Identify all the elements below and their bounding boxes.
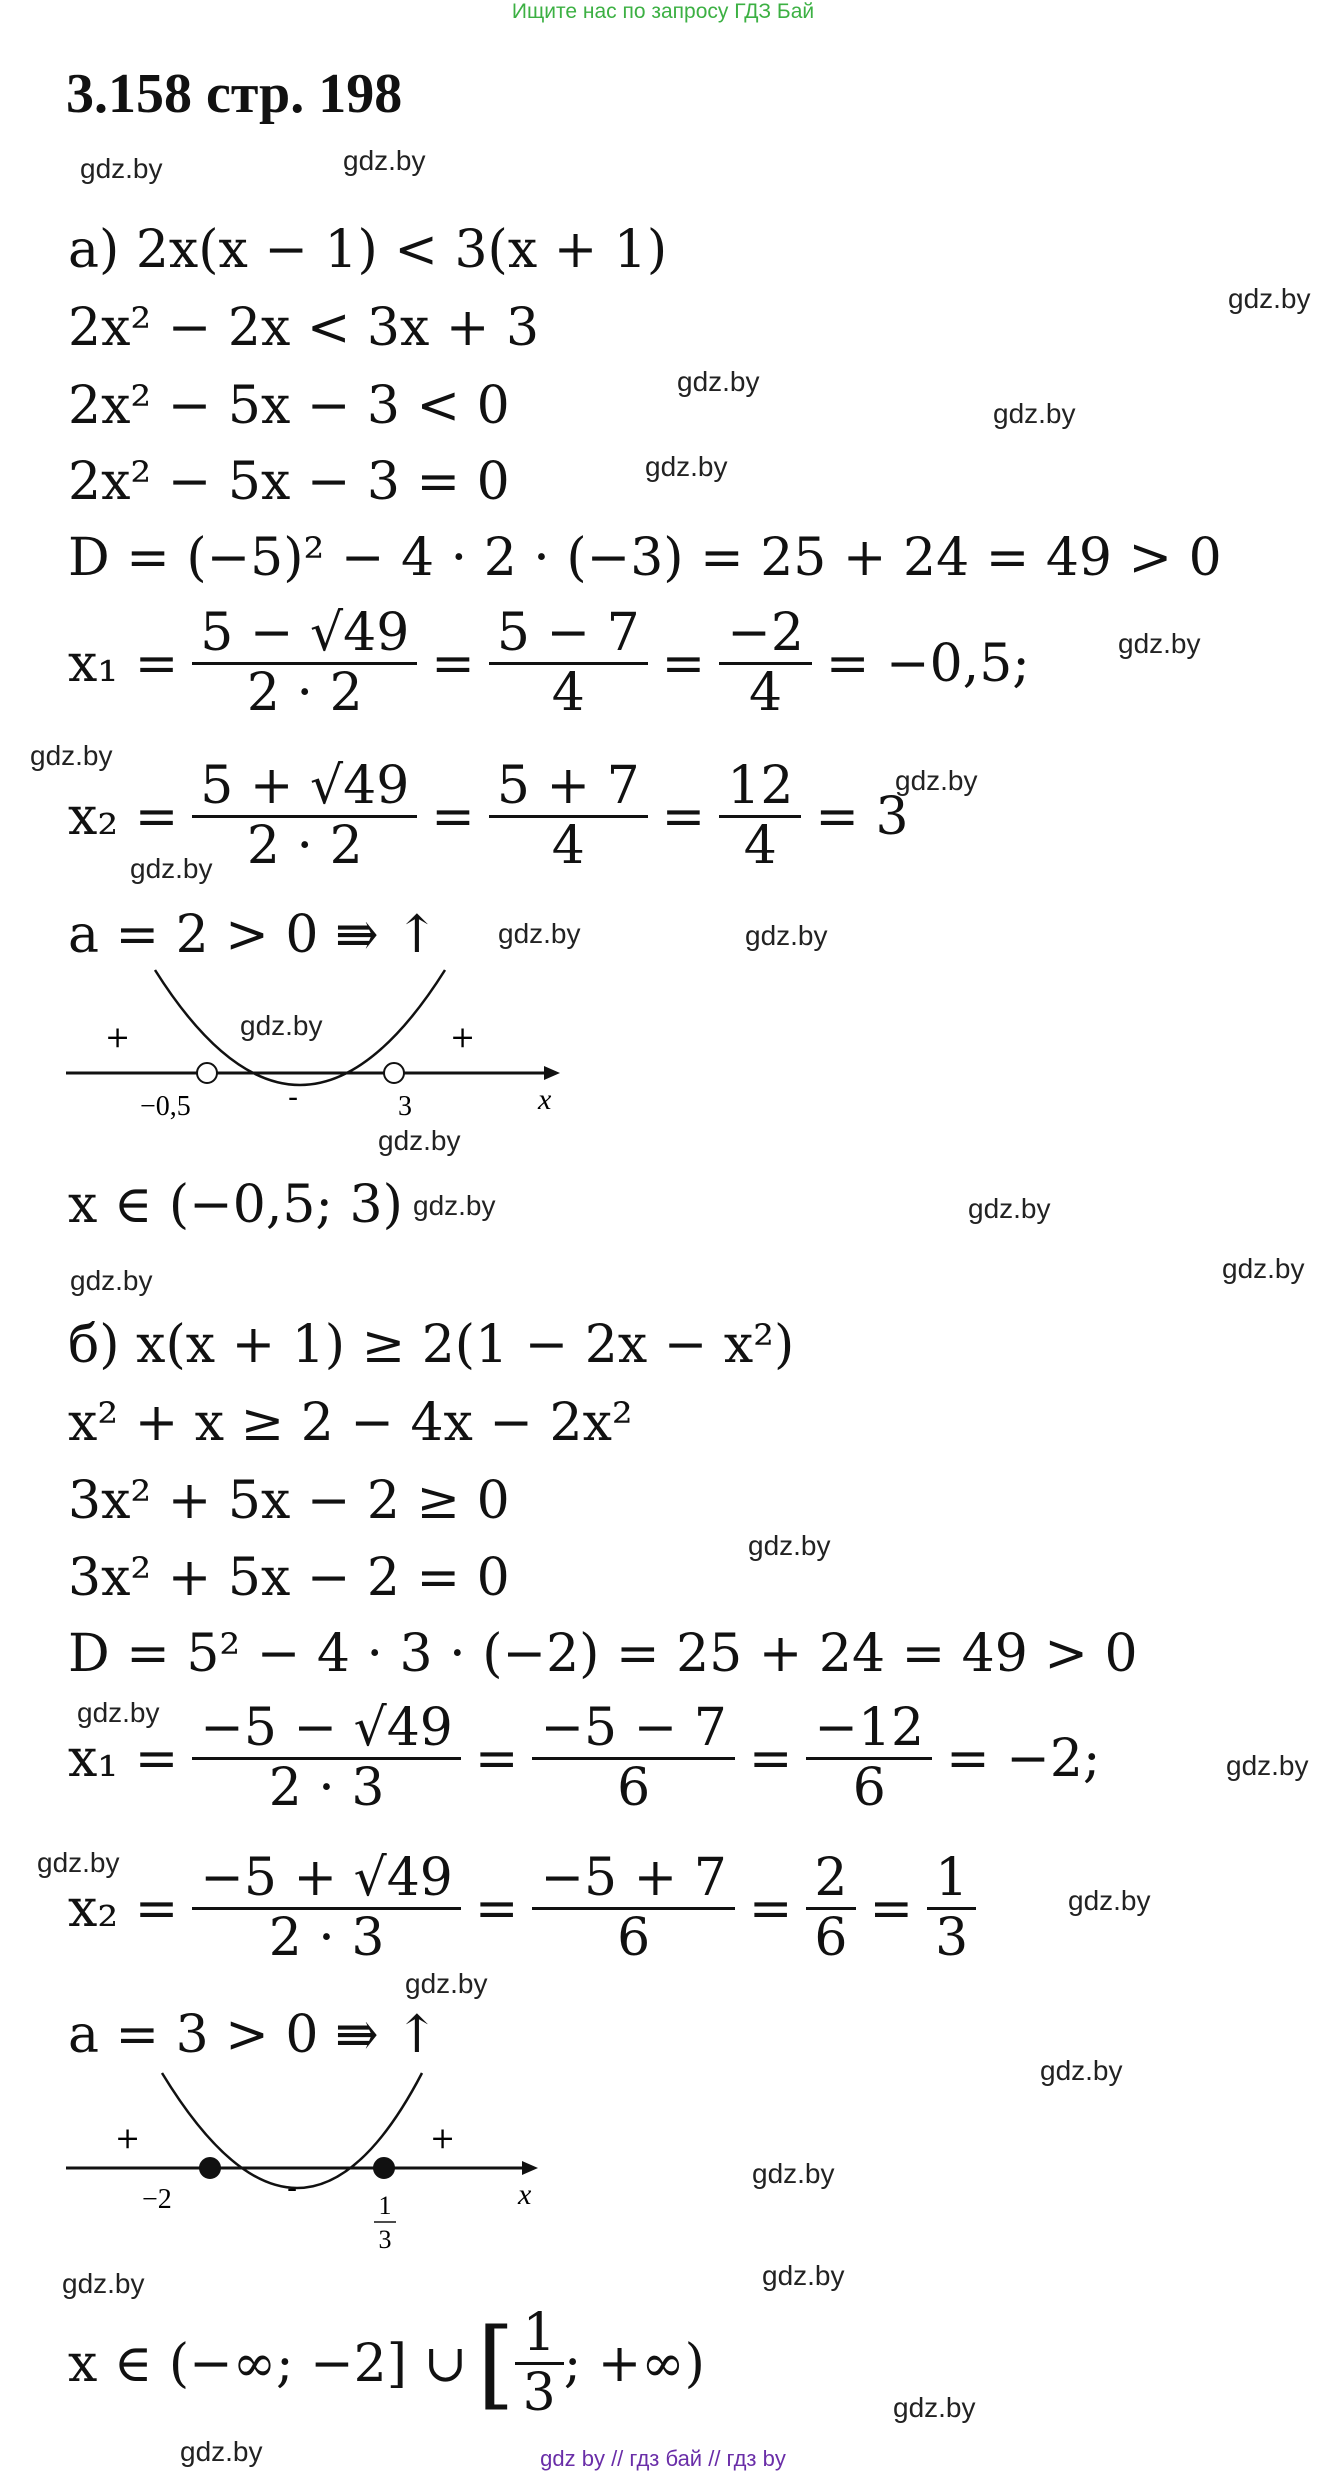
root-label-right-den: 3 xyxy=(378,2225,392,2254)
watermark: gdz.by xyxy=(240,1010,323,1041)
numerator: 12 xyxy=(719,758,801,818)
watermark: gdz.by xyxy=(1118,628,1201,659)
part-b-line-4: 3x² + 5x − 2 = 0 xyxy=(68,1548,510,1608)
numerator: 2 xyxy=(806,1850,855,1910)
denominator: 3 xyxy=(935,1908,969,1969)
numerator: −2 xyxy=(719,605,812,665)
watermark: gdz.by xyxy=(37,1847,120,1878)
denominator: 4 xyxy=(551,816,585,877)
watermark: gdz.by xyxy=(378,1125,461,1156)
denominator: 6 xyxy=(617,1908,651,1969)
denominator: 4 xyxy=(743,816,777,877)
plus-right: + xyxy=(430,2121,456,2156)
watermark: gdz.by xyxy=(762,2260,845,2291)
root-label-left: −0,5 xyxy=(140,1091,191,1122)
footer-links[interactable]: gdz by // гдз бай // гдз by xyxy=(540,2446,786,2471)
fraction xyxy=(532,1850,734,1967)
numerator: −5 − √49 xyxy=(192,1700,461,1760)
denominator: 2 · 2 xyxy=(246,663,363,724)
watermark: gdz.by xyxy=(180,2436,263,2467)
root-label: x₁ = xyxy=(68,1728,179,1789)
denominator: 2 · 3 xyxy=(268,1758,385,1819)
numerator: −5 + 7 xyxy=(532,1850,734,1910)
part-a-answer: x ∈ (−0,5; 3) xyxy=(68,1175,403,1235)
part-a-discriminant: D = (−5)² − 4 · 2 · (−3) = 25 + 24 = 49 > 0 xyxy=(68,528,1222,588)
part-b-leading-coef: a = 3 > 0 ⇛ ↑ xyxy=(68,2005,439,2065)
root-label-left: −2 xyxy=(142,2184,172,2215)
root-label: x₂ = xyxy=(68,786,179,847)
denominator: 4 xyxy=(551,663,585,724)
watermark: gdz.by xyxy=(70,1265,153,1296)
watermark: gdz.by xyxy=(677,366,760,397)
watermark: gdz.by xyxy=(893,2392,976,2423)
plus-left: + xyxy=(105,1020,131,1055)
axis-label: x xyxy=(538,1083,552,1116)
root-value: = −0,5; xyxy=(825,633,1030,694)
root-label-right: 3 xyxy=(398,1091,412,1122)
part-a-line-1: а) 2x(x − 1) < 3(x + 1) xyxy=(68,220,668,280)
fraction xyxy=(489,758,648,875)
part-a-line-4: 2x² − 5x − 3 = 0 xyxy=(68,452,510,512)
fraction xyxy=(192,1700,461,1817)
watermark: gdz.by xyxy=(968,1193,1051,1224)
denominator: 6 xyxy=(852,1758,886,1819)
numerator: −12 xyxy=(806,1700,932,1760)
watermark: gdz.by xyxy=(130,853,213,884)
part-b-line-1: б) x(x + 1) ≥ 2(1 − 2x − x²) xyxy=(68,1315,795,1375)
fraction xyxy=(719,758,801,875)
part-a-root-1: x₁ = $\frac{5 - √49}{2 \cdot 2}$ = $\frac{5 - 7}{4}$ = $\frac{-2}{4}$ = −0,5; xyxy=(68,603,1030,724)
fraction xyxy=(532,1700,734,1817)
denominator: 6 xyxy=(814,1908,848,1969)
page-title: 3.158 стр. 198 xyxy=(66,63,403,125)
minus-sign: - xyxy=(288,1080,299,1115)
denominator: 6 xyxy=(617,1758,651,1819)
watermark: gdz.by xyxy=(748,1530,831,1561)
axis-label: x xyxy=(518,2178,532,2211)
numerator: −5 + √49 xyxy=(192,1850,461,1910)
top-search-hint[interactable]: Ищите нас по запросу ГДЗ Бай xyxy=(511,0,815,23)
watermark: gdz.by xyxy=(993,398,1076,429)
fraction xyxy=(192,605,417,722)
watermark: gdz.by xyxy=(752,2158,835,2189)
watermark: gdz.by xyxy=(498,918,581,949)
watermark: gdz.by xyxy=(1226,1750,1309,1781)
watermark: gdz.by xyxy=(343,145,426,176)
watermark: gdz.by xyxy=(405,1968,488,1999)
numerator: 1 xyxy=(515,2305,564,2365)
plus-right: + xyxy=(450,1020,476,1055)
watermark: gdz.by xyxy=(80,153,163,184)
numerator: 1 xyxy=(927,1850,976,1910)
part-b-line-3: 3x² + 5x − 2 ≥ 0 xyxy=(68,1471,510,1531)
numerator: −5 − 7 xyxy=(532,1700,734,1760)
watermark: gdz.by xyxy=(1222,1253,1305,1284)
denominator: 2 · 3 xyxy=(268,1908,385,1969)
part-b-root-1: x₁ = $\frac{-5 - √49}{2 \cdot 3}$ = $\frac{-5 - 7}{6}$ = $\frac{-12}{6}$ = −2; xyxy=(68,1698,1101,1819)
watermark: gdz.by xyxy=(1228,283,1311,314)
fraction xyxy=(927,1850,976,1967)
numerator: 5 + √49 xyxy=(192,758,417,818)
fraction xyxy=(719,605,812,722)
fraction xyxy=(806,1850,855,1967)
root-label: x₂ = xyxy=(68,1878,179,1939)
part-b-discriminant: D = 5² − 4 · 3 · (−2) = 25 + 24 = 49 > 0 xyxy=(68,1624,1138,1684)
answer-prefix: x ∈ (−∞; −2] ∪ xyxy=(68,2333,468,2394)
part-b-answer: x ∈ (−∞; −2] ∪ [ $\frac{1}{3}$ ; +∞) xyxy=(68,2303,705,2424)
part-a-line-2: 2x² − 2x < 3x + 3 xyxy=(68,298,540,358)
root-label-right-num: 1 xyxy=(378,2191,392,2220)
part-a-leading-coef: a = 2 > 0 ⇛ ↑ xyxy=(68,905,439,965)
watermark: gdz.by xyxy=(1068,1885,1151,1916)
part-b-root-2: x₂ = $\frac{-5 + √49}{2 \cdot 3}$ = $\frac{-5 + 7}{6}$ = $\frac{2}{6}$ = $\frac{1}{3}$ xyxy=(68,1850,976,1967)
plus-left: + xyxy=(115,2121,141,2156)
root-value: = 3 xyxy=(815,786,909,847)
denominator: 2 · 2 xyxy=(246,816,363,877)
watermark: gdz.by xyxy=(413,1190,496,1221)
fraction xyxy=(515,2305,564,2422)
fraction xyxy=(192,758,417,875)
watermark: gdz.by xyxy=(30,740,113,771)
numerator: 5 − √49 xyxy=(192,605,417,665)
watermark: gdz.by xyxy=(895,765,978,796)
fraction xyxy=(806,1700,932,1817)
fraction xyxy=(192,1850,461,1967)
part-b-line-2: x² + x ≥ 2 − 4x − 2x² xyxy=(68,1393,633,1453)
part-a-line-3: 2x² − 5x − 3 < 0 xyxy=(68,376,510,436)
part-b-sign-diagram xyxy=(60,2068,580,2278)
denominator: 3 xyxy=(522,2363,556,2424)
root-label: x₁ = xyxy=(68,633,179,694)
watermark: gdz.by xyxy=(745,920,828,951)
root-value: = −2; xyxy=(946,1728,1101,1789)
part-a-root-2: x₂ = $\frac{5 + √49}{2 \cdot 2}$ = $\frac{5 + 7}{4}$ = $\frac{12}{4}$ = 3 xyxy=(68,756,909,877)
numerator: 5 − 7 xyxy=(489,605,648,665)
fraction xyxy=(489,605,648,722)
denominator: 4 xyxy=(749,663,783,724)
watermark: gdz.by xyxy=(1040,2055,1123,2086)
numerator: 5 + 7 xyxy=(489,758,648,818)
watermark: gdz.by xyxy=(62,2268,145,2299)
answer-suffix: ; +∞) xyxy=(563,2333,705,2394)
watermark: gdz.by xyxy=(645,451,728,482)
minus-sign: - xyxy=(287,2171,298,2206)
part-a-sign-diagram xyxy=(60,965,580,1165)
watermark: gdz.by xyxy=(77,1697,160,1728)
